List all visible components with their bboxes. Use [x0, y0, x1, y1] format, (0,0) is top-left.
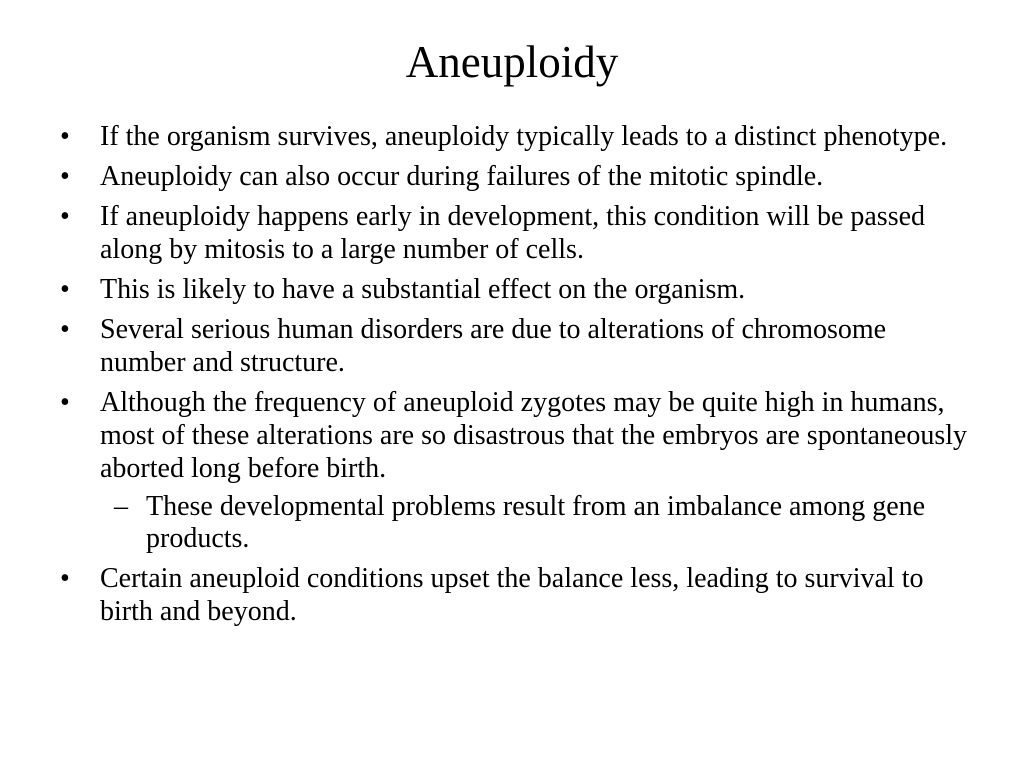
bullet-text: Certain aneuploid conditions upset the balance less, leading to survival to birth and beyond. [100, 563, 924, 627]
bullet-mark: • [60, 201, 70, 232]
bullet-mark: • [60, 161, 70, 192]
sub-bullet-text: These developmental problems result from an imbalance among gene products. [146, 491, 926, 554]
bullet-item [56, 562, 976, 628]
bullet-text: Although the frequency of aneuploid zygotes may be quite high in humans, most of these alterations are so disastrous that the embryos are spontaneously aborted long before birth. [100, 387, 968, 484]
bullet-item [56, 273, 976, 306]
bullet-text: If aneuploidy happens early in development, this condition will be passed along by mitosis to a large number of cells. [100, 201, 926, 265]
bullet-item [56, 200, 976, 266]
bullet-mark: • [60, 121, 70, 152]
bullet-text: If the organism survives, aneuploidy typically leads to a distinct phenotype. [100, 121, 948, 152]
bullet-mark: • [60, 563, 70, 594]
bullet-item [56, 160, 976, 193]
sub-bullet-item [100, 491, 976, 555]
bullet-text: Several serious human disorders are due to alterations of chromosome number and structure. [100, 314, 887, 378]
bullet-item [56, 120, 976, 153]
bullet-item [56, 313, 976, 379]
bullet-mark: • [60, 274, 70, 305]
bullet-mark: • [60, 387, 70, 418]
bullet-mark: • [60, 314, 70, 345]
bullet-item [56, 386, 976, 555]
slide-title: Aneuploidy [405, 37, 619, 87]
sub-bullet-mark: – [114, 491, 128, 522]
bullet-list [56, 120, 976, 635]
bullet-text: Aneuploidy can also occur during failures of the mitotic spindle. [100, 161, 824, 192]
sub-bullet-list [100, 491, 976, 555]
bullet-text: This is likely to have a substantial effect on the organism. [100, 274, 746, 305]
